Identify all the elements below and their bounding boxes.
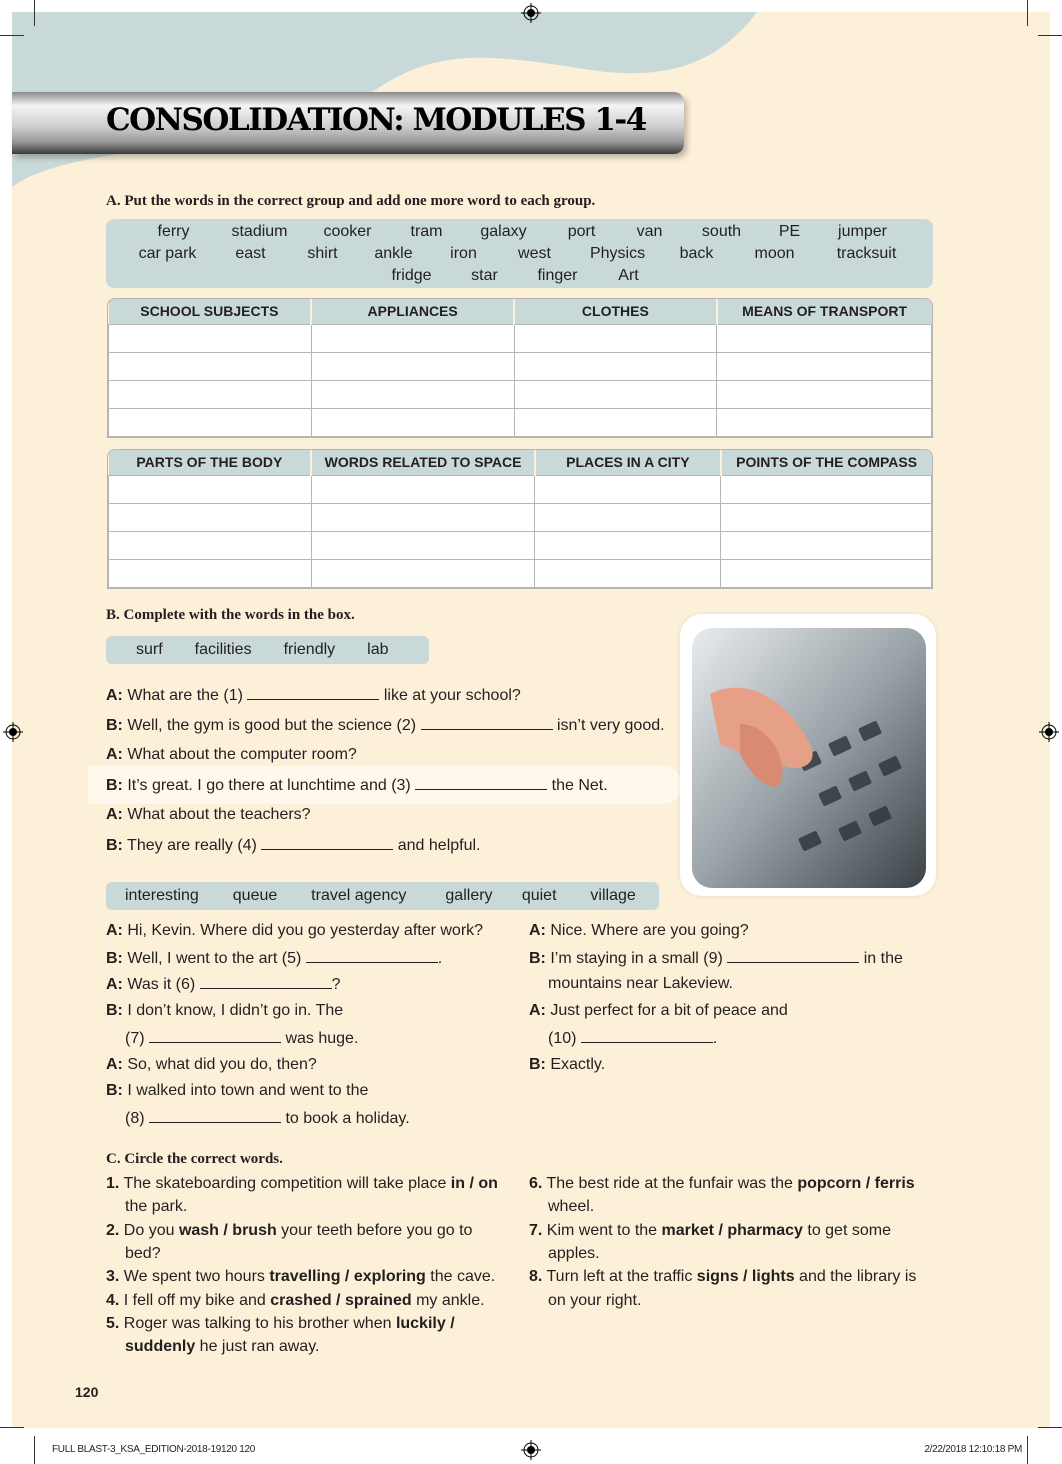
item-text: Do you — [119, 1221, 179, 1239]
speaker-label: B: — [529, 949, 546, 967]
word-chip: PE — [778, 223, 801, 240]
answer-cell[interactable] — [514, 380, 717, 408]
category-table-1 — [107, 298, 933, 438]
dialogue-line — [548, 975, 733, 993]
word-chip: gallery — [445, 887, 493, 904]
registration-mark-icon — [521, 1440, 541, 1460]
word-chip: moon — [754, 245, 795, 262]
answer-cell[interactable] — [109, 475, 312, 503]
answer-blank[interactable] — [261, 836, 393, 850]
word-chip: west — [518, 245, 551, 262]
exercise-item — [106, 1268, 495, 1286]
line-text: I don’t know, I didn’t go in. The — [122, 1002, 344, 1020]
answer-cell[interactable] — [535, 531, 721, 559]
item-text: Turn left at the traffic — [542, 1268, 697, 1286]
page-number: 120 — [75, 1384, 99, 1400]
item-text: We spent two hours — [119, 1268, 270, 1286]
word-chip: galaxy — [480, 223, 527, 240]
dialogue-line — [106, 1056, 317, 1074]
line-text: They are really (4) — [122, 837, 262, 854]
line-text: was huge. — [281, 1029, 359, 1047]
line-text: . — [437, 949, 443, 967]
answer-cell[interactable] — [717, 408, 932, 436]
item-text: to get some — [802, 1221, 891, 1239]
speaker-label: A: — [529, 1002, 546, 1020]
item-text: bed? — [125, 1244, 161, 1262]
line-text: Just perfect for a bit of peace and — [545, 1002, 788, 1020]
dialogue-line — [106, 746, 357, 764]
line-text: Nice. Where are you going? — [545, 922, 749, 939]
speaker-label: A: — [106, 806, 123, 823]
answer-blank[interactable] — [306, 949, 438, 963]
word-chip: east — [235, 245, 266, 262]
item-text: The best ride at the funfair was the — [542, 1175, 798, 1192]
item-text: the park. — [125, 1198, 188, 1216]
answer-cell[interactable] — [109, 559, 312, 587]
dialogue-line — [106, 1082, 368, 1100]
speaker-label: A: — [106, 746, 123, 763]
dialogue-line — [106, 836, 481, 855]
answer-cell[interactable] — [721, 531, 932, 559]
item-text: apples. — [548, 1244, 600, 1262]
item-text: the cave. — [425, 1268, 496, 1286]
speaker-label: B: — [106, 837, 123, 854]
word-options[interactable]: popcorn / ferris — [797, 1175, 915, 1192]
speaker-label: A: — [106, 1055, 123, 1073]
answer-cell[interactable] — [535, 559, 721, 587]
answer-cell[interactable] — [311, 352, 514, 380]
answer-cell[interactable] — [311, 559, 535, 587]
word-box-a — [106, 219, 933, 288]
word-chip: south — [701, 223, 742, 240]
word-chip: lab — [367, 641, 389, 658]
item-text: wheel. — [548, 1198, 595, 1216]
word-chip: cooker — [323, 223, 372, 240]
registration-mark-icon — [521, 3, 541, 23]
item-text: Roger was talking to his brother when — [119, 1314, 396, 1332]
line-text: ? — [331, 976, 341, 994]
word-chip: facilities — [194, 641, 252, 658]
line-text: like at your school? — [379, 687, 521, 704]
page-title: CONSOLIDATION: MODULES 1-4 — [106, 102, 646, 138]
table-header: SCHOOL SUBJECTS — [109, 299, 312, 324]
table-header: POINTS OF THE COMPASS — [721, 450, 932, 475]
exercise-item — [548, 1292, 641, 1310]
table-row — [109, 408, 932, 436]
section-b-instruction: B. Complete with the words in the box. — [106, 607, 355, 623]
word-chip: friendly — [283, 641, 336, 658]
dialogue-line — [529, 1056, 605, 1074]
table-header: APPLIANCES — [311, 299, 514, 324]
footer-timestamp: 2/22/2018 12:10:18 PM — [924, 1444, 1022, 1455]
dialogue-line — [106, 975, 341, 994]
word-box-b1 — [106, 636, 429, 664]
answer-cell[interactable] — [535, 475, 721, 503]
answer-cell[interactable] — [717, 380, 932, 408]
table-header: CLOTHES — [514, 299, 717, 324]
dialogue-line — [106, 1002, 343, 1020]
line-text: It’s great. I go there at lunchtime and (3) — [122, 777, 416, 794]
word-options[interactable]: travelling / exploring — [269, 1268, 426, 1286]
speaker-label: A: — [529, 922, 546, 939]
registration-mark-icon — [1039, 722, 1059, 742]
line-text: (10) — [548, 1029, 581, 1047]
word-chip: interesting — [125, 887, 199, 904]
word-chip: fridge — [391, 267, 432, 284]
answer-blank[interactable] — [149, 1029, 281, 1043]
answer-cell[interactable] — [721, 475, 932, 503]
word-chip: shirt — [307, 245, 338, 262]
answer-blank[interactable] — [581, 1029, 713, 1043]
exercise-item — [106, 1292, 485, 1310]
dialogue-line — [106, 922, 483, 940]
dialogue-line — [106, 776, 608, 795]
dialogue-line — [106, 949, 442, 968]
word-chip: ferry — [157, 223, 190, 240]
word-chip: queue — [232, 887, 278, 904]
word-chip: back — [679, 245, 714, 262]
word-chip: car park — [138, 245, 197, 262]
answer-cell[interactable] — [311, 408, 514, 436]
dialogue-line — [106, 806, 311, 824]
word-chip: van — [636, 223, 663, 240]
line-text: I walked into town and went to the — [122, 1082, 369, 1100]
word-chip: tram — [410, 223, 443, 240]
answer-cell[interactable] — [109, 531, 312, 559]
dialogue-line — [529, 949, 903, 968]
dialogue-line — [125, 1029, 358, 1048]
line-text: and helpful. — [393, 837, 481, 854]
word-options[interactable]: wash / brush — [178, 1221, 277, 1239]
answer-cell[interactable] — [109, 408, 312, 436]
line-text: (8) — [125, 1109, 149, 1127]
line-text: So, what did you do, then? — [122, 1055, 317, 1073]
answer-cell[interactable] — [109, 503, 312, 531]
table-row — [109, 503, 932, 531]
footer-file-info: FULL BLAST-3_KSA_EDITION-2018-19120 120 — [52, 1444, 256, 1455]
word-chip: port — [567, 223, 596, 240]
line-text: Hi, Kevin. Where did you go yesterday after work? — [122, 922, 484, 939]
speaker-label: B: — [106, 1082, 123, 1100]
exercise-item — [548, 1245, 600, 1263]
line-text: Exactly. — [545, 1055, 606, 1073]
item-text: Kim went to the — [542, 1221, 662, 1239]
answer-cell[interactable] — [535, 503, 721, 531]
word-options[interactable]: suddenly — [125, 1338, 196, 1356]
word-chip: jumper — [838, 223, 887, 240]
answer-blank[interactable] — [415, 776, 547, 790]
answer-cell[interactable] — [311, 503, 535, 531]
word-options[interactable]: luckily / — [395, 1314, 455, 1332]
answer-cell[interactable] — [717, 324, 932, 352]
speaker-label: B: — [106, 717, 123, 734]
speaker-label: B: — [106, 949, 123, 967]
exercise-item — [106, 1175, 498, 1193]
line-text: What about the computer room? — [122, 746, 357, 763]
registration-mark-icon — [3, 722, 23, 742]
answer-blank[interactable] — [149, 1109, 281, 1123]
answer-blank[interactable] — [200, 975, 332, 989]
dialogue-line — [529, 1002, 788, 1020]
table-header: PLACES IN A CITY — [535, 450, 721, 475]
answer-cell[interactable] — [311, 380, 514, 408]
line-text: Was it (6) — [122, 976, 200, 994]
table-header: WORDS RELATED TO SPACE — [311, 450, 535, 475]
exercise-item — [125, 1245, 161, 1263]
word-chip: travel agency — [311, 887, 407, 904]
answer-cell[interactable] — [514, 352, 717, 380]
exercise-item — [125, 1338, 319, 1356]
exercise-item — [529, 1175, 915, 1193]
answer-blank[interactable] — [727, 949, 859, 963]
answer-cell[interactable] — [717, 352, 932, 380]
table-row — [109, 324, 932, 352]
line-text: the Net. — [547, 777, 608, 794]
speaker-label: B: — [106, 777, 123, 794]
line-text: to book a holiday. — [281, 1109, 410, 1127]
answer-cell[interactable] — [109, 352, 312, 380]
item-text: my ankle. — [411, 1291, 485, 1309]
item-text: on your right. — [548, 1291, 642, 1309]
dialogue-line — [529, 922, 749, 940]
item-text: The skateboarding competition will take place — [119, 1175, 451, 1192]
word-chip: tracksuit — [836, 245, 897, 262]
table-row — [109, 380, 932, 408]
line-text: . — [712, 1029, 718, 1047]
item-number: 7. — [529, 1221, 543, 1239]
exercise-item — [529, 1222, 891, 1240]
item-number: 5. — [106, 1314, 120, 1332]
speaker-label: B: — [529, 1055, 546, 1073]
table-row — [109, 475, 932, 503]
section-c-instruction: C. Circle the correct words. — [106, 1151, 283, 1167]
item-number: 4. — [106, 1291, 120, 1309]
line-text: in the — [859, 949, 903, 967]
answer-cell[interactable] — [721, 503, 932, 531]
item-number: 8. — [529, 1268, 543, 1286]
exercise-item — [529, 1268, 916, 1286]
dialogue-line — [125, 1109, 410, 1128]
table-header: MEANS OF TRANSPORT — [717, 299, 932, 324]
dialogue-line — [106, 716, 665, 735]
exercise-item — [548, 1198, 594, 1216]
item-number: 2. — [106, 1221, 120, 1239]
item-number: 1. — [106, 1175, 120, 1192]
word-options[interactable]: market / pharmacy — [661, 1221, 803, 1239]
answer-cell[interactable] — [514, 408, 717, 436]
table-row — [109, 559, 932, 587]
exercise-item — [106, 1222, 472, 1240]
answer-cell[interactable] — [311, 475, 535, 503]
item-text: your teeth before you go to — [276, 1221, 473, 1239]
line-text: (7) — [125, 1029, 149, 1047]
word-chip: iron — [450, 245, 477, 262]
word-chip: Art — [618, 267, 639, 284]
answer-cell[interactable] — [109, 324, 312, 352]
answer-cell[interactable] — [311, 531, 535, 559]
word-chip: village — [590, 887, 636, 904]
word-options[interactable]: crashed / sprained — [270, 1291, 412, 1309]
speaker-label: A: — [106, 922, 123, 939]
exercise-item — [106, 1315, 455, 1333]
answer-cell[interactable] — [109, 380, 312, 408]
answer-blank[interactable] — [247, 686, 379, 700]
word-chip: surf — [136, 641, 163, 658]
word-chip: Physics — [589, 245, 646, 262]
exercise-item — [125, 1198, 187, 1216]
word-options[interactable]: signs / lights — [696, 1268, 795, 1286]
table-header: PARTS OF THE BODY — [109, 450, 312, 475]
answer-cell[interactable] — [721, 559, 932, 587]
word-box-b2 — [106, 882, 659, 910]
line-text: mountains near Lakeview. — [548, 975, 733, 993]
speaker-label: A: — [106, 976, 123, 994]
section-a-instruction: A. Put the words in the correct group and add one more word to each group. — [106, 193, 596, 209]
line-text: What are the (1) — [122, 687, 248, 704]
dialogue-line — [106, 686, 521, 705]
line-text: What about the teachers? — [122, 806, 311, 823]
item-text: I fell off my bike and — [119, 1291, 271, 1309]
speaker-label: A: — [106, 687, 123, 704]
line-text: I’m staying in a small (9) — [545, 949, 728, 967]
word-chip: stadium — [231, 223, 288, 240]
word-chip: quiet — [521, 887, 557, 904]
table-row — [109, 352, 932, 380]
table-row — [109, 531, 932, 559]
answer-cell[interactable] — [311, 324, 514, 352]
dialogue-line — [548, 1029, 717, 1048]
word-options[interactable]: in / on — [450, 1175, 498, 1192]
line-text: Well, I went to the art (5) — [122, 949, 306, 967]
item-number: 3. — [106, 1268, 120, 1286]
answer-cell[interactable] — [514, 324, 717, 352]
keyboard-photo — [680, 614, 936, 896]
word-chip: finger — [537, 267, 578, 284]
line-text: isn’t very good. — [552, 717, 665, 734]
line-text: Well, the gym is good but the science (2) — [122, 717, 421, 734]
answer-blank[interactable] — [421, 716, 553, 730]
speaker-label: B: — [106, 1002, 123, 1020]
word-chip: star — [471, 267, 498, 284]
item-text: he just ran away. — [195, 1338, 320, 1356]
word-chip: ankle — [374, 245, 413, 262]
item-text: and the library is — [794, 1268, 917, 1286]
category-table-2 — [107, 449, 933, 589]
item-number: 6. — [529, 1175, 543, 1192]
